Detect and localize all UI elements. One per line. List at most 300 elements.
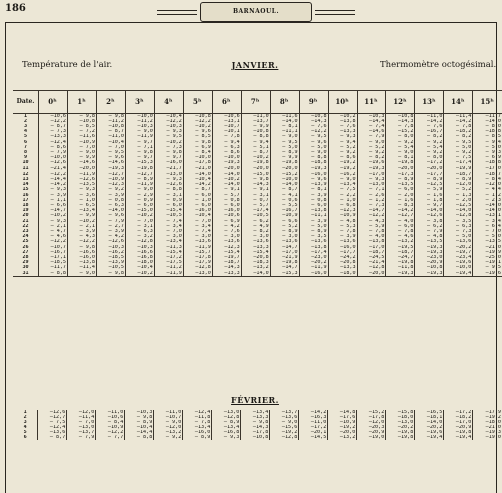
temperature-cell: —10,5: [241, 213, 270, 219]
column-header-hour: 3ʰ: [125, 91, 154, 114]
temperature-cell: —13,9: [96, 260, 125, 265]
temperature-cell: — 9,3: [357, 177, 386, 182]
temperature-cell: — 8,6: [212, 150, 241, 155]
temperature-cell: —14,0: [212, 182, 241, 187]
temperature-cell: —20,0: [270, 166, 299, 171]
temperature-cell: —11,9: [154, 271, 183, 277]
temperature-cell: — 8,9: [386, 177, 415, 182]
temperature-cell: —15,7: [183, 250, 212, 255]
date-cell: 4: [23, 425, 27, 431]
temperature-cell: —14,5: [299, 435, 328, 440]
temperature-cell: — 7,0: [68, 145, 97, 150]
temperature-cell: —10,6: [96, 415, 125, 420]
temperature-cell: — 7,8: [357, 229, 386, 234]
temperature-cell: — 3,0: [154, 234, 183, 239]
temperature-cell: —11,0: [415, 114, 444, 120]
temperature-cell: —13,2: [241, 265, 270, 271]
temperature-cell: — 8,2: [444, 134, 473, 140]
temperature-cell: — 5,0: [270, 145, 299, 150]
temperature-cell: —12,2: [357, 213, 386, 219]
temperature-cell: — 1,8: [415, 198, 444, 203]
temperature-cell: —21,7: [154, 166, 183, 171]
temperature-cell: — 8,9: [299, 229, 328, 234]
temperature-cell: —14,3: [386, 119, 415, 124]
temperature-cell: — 8,4: [183, 150, 212, 155]
temperature-cell: —13,3: [241, 415, 270, 420]
temperature-cell: — 8,2: [357, 155, 386, 160]
temperature-cell: —12,8: [212, 415, 241, 420]
date-cell: 17: [22, 197, 29, 203]
temperature-cell: — 8,3: [386, 203, 415, 208]
temperature-cell: —17,2: [415, 160, 444, 166]
temperature-cell: — 9,8: [68, 114, 97, 120]
temperature-cell: — 9,1: [241, 187, 270, 193]
temperature-cell: — 6,3: [444, 224, 473, 229]
temperature-cell: — 7,8: [328, 229, 357, 234]
column-header-hour: 7ʰ: [241, 91, 270, 114]
temperature-cell: — 9,0: [68, 150, 97, 155]
date-cell: 7: [23, 145, 28, 151]
temperature-cell: —19,6: [357, 160, 386, 166]
month-title-january: JANVIER.: [231, 60, 279, 70]
temperature-cell: —12,4: [183, 410, 212, 415]
temperature-cell: —13,4: [241, 410, 270, 415]
temperature-cell: — 3,9: [68, 229, 97, 234]
temperature-cell: — 1,0: [183, 198, 212, 203]
temperature-cell: —19,0: [473, 435, 502, 440]
temperature-cell: — 9,6: [299, 140, 328, 145]
column-header-hour: 13ʰ: [415, 91, 444, 114]
temperature-cell: — 5,7: [241, 203, 270, 208]
temperature-cell: —12,6: [415, 213, 444, 219]
temperature-cell: —12,2: [183, 119, 212, 124]
temperature-cell: —15,0: [125, 208, 154, 213]
temperature-cell: — 0,6: [270, 198, 299, 203]
temperature-cell: —20,9: [357, 430, 386, 435]
temperature-cell: —10,3: [125, 245, 154, 250]
temperature-cell: — 0,8: [212, 198, 241, 203]
caption-right: Thermomètre octogésimal.: [380, 60, 497, 70]
temperature-cell: —11,2: [96, 119, 125, 124]
temperature-cell: —13,8: [299, 208, 328, 213]
temperature-cell: —11,8: [183, 415, 212, 420]
temperature-cell: — 8,7: [270, 187, 299, 193]
temperature-cell: —10,0: [39, 155, 68, 160]
temperature-cell: —12,8: [357, 265, 386, 271]
temperature-cell: —16,8: [212, 430, 241, 435]
date-cell: 6: [23, 435, 27, 441]
temperature-cell: —20,2: [444, 245, 473, 250]
date-cell: 5: [23, 134, 28, 140]
table-row: [13, 435, 502, 440]
temperature-cell: —18,0: [386, 415, 415, 420]
temperature-cell: — 5,0: [444, 234, 473, 239]
temperature-cell: —15,8: [386, 410, 415, 415]
temperature-cell: —13,4: [183, 425, 212, 430]
temperature-cell: —14,0: [473, 119, 502, 124]
temperature-cell: — 7,1: [125, 145, 154, 150]
temperature-cell: —20,2: [415, 425, 444, 430]
temperature-cell: — 7,1: [357, 187, 386, 193]
temperature-cell: —13,8: [299, 245, 328, 250]
temperature-cell: — 6,2: [415, 224, 444, 229]
temperature-cell: — 0,9: [154, 198, 183, 203]
temperature-cell: — 9,0: [328, 177, 357, 182]
temperature-cell: — 7,8: [183, 420, 212, 425]
page-number: 186: [5, 3, 26, 14]
temperature-cell: —10,2: [241, 155, 270, 160]
temperature-cell: — 6,5: [68, 203, 97, 208]
temperature-cell: —11,9: [299, 265, 328, 271]
temperature-cell: —19,2: [473, 415, 502, 420]
temperature-cell: —20,2: [299, 260, 328, 265]
temperature-cell: — 4,6: [39, 234, 68, 239]
temperature-cell: — 8,0: [415, 155, 444, 160]
temperature-cell: —13,0: [67, 425, 96, 430]
temperature-cell: —16,0: [299, 271, 328, 277]
temperature-cell: —11,4: [67, 415, 96, 420]
temperature-cell: — 9,8: [183, 140, 212, 145]
temperature-cell: — 7,6: [299, 124, 328, 129]
date-cell: 21: [22, 218, 29, 224]
temperature-cell: — 8,9: [444, 177, 473, 182]
temperature-cell: —10,3: [125, 124, 154, 129]
date-cell: 10: [22, 160, 29, 166]
temperature-cell: — 9,5: [299, 134, 328, 140]
date-cell: 28: [22, 255, 29, 261]
temperature-cell: —14,7: [270, 245, 299, 250]
temperature-cell: —20,9: [415, 260, 444, 265]
column-header-hour: 1ʰ: [68, 91, 97, 114]
temperature-cell: —17,2: [299, 425, 328, 430]
temperature-cell: —13,4: [154, 239, 183, 245]
temperature-cell: —10,6: [39, 114, 68, 120]
temperature-cell: —11,0: [96, 410, 125, 415]
temperature-cell: —10,0: [125, 114, 154, 120]
temperature-cell: — 9,0: [357, 140, 386, 145]
temperature-cell: —10,4: [183, 213, 212, 219]
date-cell: 13: [22, 176, 29, 182]
temperature-cell: — 0,9: [125, 198, 154, 203]
temperature-cell: — 9,5: [96, 150, 125, 155]
temperature-cell: — 9,7: [125, 155, 154, 160]
temperature-cell: — 1,6: [386, 198, 415, 203]
temperature-cell: — 7,9: [39, 150, 68, 155]
date-cell: 22: [22, 223, 29, 229]
temperature-cell: —19,8: [386, 160, 415, 166]
temperature-cell: — 7,5: [444, 155, 473, 160]
temperature-cell: —12,3: [212, 245, 241, 250]
temperature-cell: — 6,4: [473, 224, 502, 229]
temperature-cell: —17,8: [357, 415, 386, 420]
temperature-cell: —14,0: [212, 172, 241, 177]
temperature-cell: — 8,8: [39, 271, 68, 277]
temperature-cell: —20,0: [415, 166, 444, 171]
temperature-cell: — 9,3: [473, 150, 502, 155]
temperature-cell: —12,8: [270, 435, 299, 440]
temperature-cell: — 9,5: [444, 140, 473, 145]
temperature-cell: — 2,6: [357, 193, 386, 198]
date-cell: 5: [23, 430, 27, 436]
temperature-cell: —19,2: [328, 166, 357, 171]
temperature-cell: —19,8: [270, 160, 299, 166]
temperature-cell: —20,3: [357, 425, 386, 430]
temperature-cell: — 9,0: [270, 420, 299, 425]
column-header-hour: 5ʰ: [183, 91, 212, 114]
temperature-cell: —14,4: [125, 430, 154, 435]
temperature-cell: —19,8: [241, 160, 270, 166]
temperature-cell: — 4,0: [386, 219, 415, 224]
temperature-cell: — 0,7: [241, 198, 270, 203]
temperature-cell: — 9,4: [473, 140, 502, 145]
temperature-cell: — 7,2: [68, 129, 97, 134]
temperature-cell: —12,0: [357, 420, 386, 425]
temperature-cell: — 7,0: [67, 420, 96, 425]
temperature-cell: —10,8: [386, 114, 415, 120]
column-header-hour: 14ʰ: [444, 91, 473, 114]
temperature-cell: —17,0: [444, 420, 473, 425]
temperature-cell: —19,2: [328, 425, 357, 430]
temperature-cell: —10,2: [39, 213, 68, 219]
temperature-cell: —17,3: [386, 172, 415, 177]
temperature-cell: —12,6: [38, 410, 67, 415]
temperature-cell: — 4,6: [386, 234, 415, 239]
date-cell: 16: [22, 192, 29, 198]
temperature-cell: —10,5: [96, 265, 125, 271]
date-cell: 18: [22, 202, 29, 208]
temperature-cell: — 9,5: [473, 265, 502, 271]
temperature-cell: — 9,0: [125, 129, 154, 134]
temperature-cell: — 7,8: [386, 124, 415, 129]
temperature-cell: —14,6: [357, 129, 386, 134]
temperature-cell: —16,0: [183, 208, 212, 213]
temperature-cell: — 6,0: [299, 203, 328, 208]
temperature-cell: —11,7: [39, 265, 68, 271]
temperature-cell: — 7,8: [212, 134, 241, 140]
column-header-hour: 10ʰ: [328, 91, 357, 114]
temperature-cell: —13,3: [212, 271, 241, 277]
date-cell: 3: [23, 420, 27, 426]
temperature-cell: —16,0: [212, 208, 241, 213]
date-cell: 2: [23, 415, 27, 421]
temperature-cell: —13,0: [357, 182, 386, 187]
temperature-cell: — 7,7: [96, 435, 125, 440]
temperature-cell: —14,0: [241, 271, 270, 277]
date-cell: 30: [22, 265, 29, 271]
temperature-cell: —23,4: [444, 255, 473, 260]
temperature-cell: —12,2: [154, 119, 183, 124]
temperature-cell: —20,0: [212, 166, 241, 171]
temperature-cell: — 1,2: [473, 193, 502, 198]
temperature-cell: — 7,0: [125, 219, 154, 224]
temperature-cell: —19,3: [357, 166, 386, 171]
temperature-cell: —10,0: [444, 265, 473, 271]
temperature-cell: —10,4: [183, 177, 212, 182]
temperature-cell: —21,4: [357, 260, 386, 265]
date-cell: 6: [23, 140, 28, 146]
temperature-cell: —12,0: [67, 410, 96, 415]
temperature-cell: — 9,0: [386, 150, 415, 155]
temperature-cell: —13,5: [415, 239, 444, 245]
temperature-cell: — 7,8: [444, 124, 473, 129]
temperature-cell: — 5,2: [357, 145, 386, 150]
temperature-cell: —10,2: [125, 271, 154, 277]
temperature-cell: — 8,7: [39, 124, 68, 129]
temperature-cell: —20,8: [328, 260, 357, 265]
temperature-cell: — 5,0: [473, 234, 502, 239]
temperature-cell: — 8,0: [386, 134, 415, 140]
temperature-cell: —14,0: [270, 119, 299, 124]
temperature-cell: — 2,0: [444, 198, 473, 203]
temperature-cell: — 6,9: [212, 219, 241, 224]
temperature-cell: —13,7: [241, 119, 270, 124]
temperature-cell: — 7,5: [328, 187, 357, 193]
column-header-date: Date.: [13, 91, 39, 114]
temperature-cell: — 9,2: [386, 140, 415, 145]
temperature-cell: —11,9: [125, 134, 154, 140]
temperature-cell: —17,2: [154, 255, 183, 260]
temperature-cell: —18,2: [444, 415, 473, 420]
temperature-cell: — 7,9: [96, 219, 125, 224]
temperature-cell: —14,6: [96, 160, 125, 166]
temperature-cell: —19,3: [415, 250, 444, 255]
temperature-cell: — 9,7: [154, 155, 183, 160]
temperature-cell: — 1,6: [415, 193, 444, 198]
temperature-cell: —10,9: [328, 213, 357, 219]
temperature-cell: —16,7: [415, 129, 444, 134]
temperature-cell: —17,1: [39, 255, 68, 260]
temperature-cell: — 5,7: [212, 193, 241, 198]
temperature-cell: — 3,0: [270, 234, 299, 239]
temperature-cell: —18,7: [386, 250, 415, 255]
temperature-cell: —10,7: [39, 245, 68, 250]
temperature-cell: —18,7: [212, 260, 241, 265]
temperature-cell: —10,8: [96, 124, 125, 129]
temperature-cell: —18,7: [357, 250, 386, 255]
temperature-cell: —10,4: [96, 140, 125, 145]
temperature-cell: — 7,3: [357, 203, 386, 208]
temperature-cell: —15,3: [125, 160, 154, 166]
temperature-cell: — 2,7: [96, 224, 125, 229]
temperature-cell: —11,2: [125, 119, 154, 124]
temperature-cell: — 3,9: [39, 193, 68, 198]
date-cell: 27: [22, 250, 29, 256]
temperature-cell: —23,0: [415, 255, 444, 260]
temperature-cell: — 8,5: [68, 124, 97, 129]
temperature-cell: —12,7: [38, 415, 67, 420]
temperature-cell: —20,0: [241, 166, 270, 171]
temperature-cell: —21,9: [270, 255, 299, 260]
temperature-cell: —18,8: [473, 160, 502, 166]
temperature-cell: —14,0: [270, 182, 299, 187]
temperature-cell: — 3,9: [299, 219, 328, 224]
temperature-cell: — 5,0: [473, 145, 502, 150]
temperature-cell: — 9,2: [328, 150, 357, 155]
temperature-cell: — 8,6: [328, 155, 357, 160]
date-cell: 23: [22, 229, 29, 235]
temperature-cell: — 8,8: [241, 134, 270, 140]
temperature-cell: — 3,9: [96, 193, 125, 198]
temperature-cell: —19,4: [444, 271, 473, 277]
temperature-cell: —17,0: [357, 245, 386, 250]
temperature-cell: — 7,6: [328, 124, 357, 129]
temperature-cell: — 3,1: [154, 193, 183, 198]
temperature-cell: — 7,4: [357, 124, 386, 129]
temperature-cell: —14,7: [357, 208, 386, 213]
temperature-cell: — 6,0: [386, 187, 415, 193]
temperature-cell: —12,2: [39, 239, 68, 245]
temperature-cell: — 8,2: [241, 229, 270, 234]
temperature-cell: —13,2: [386, 239, 415, 245]
temperature-cell: —12,2: [299, 129, 328, 134]
temperature-cell: —18,8: [299, 160, 328, 166]
temperature-cell: — 5,4: [386, 145, 415, 150]
temperature-cell: — 9,3: [68, 187, 97, 193]
temperature-cell: — 5,0: [444, 145, 473, 150]
temperature-cell: — 9,7: [125, 140, 154, 145]
temperature-cell: — 5,2: [444, 187, 473, 193]
temperature-cell: —13,1: [473, 213, 502, 219]
temperature-cell: — 3,0: [241, 234, 270, 239]
date-cell: 26: [22, 245, 29, 251]
temperature-cell: —12,3: [96, 182, 125, 187]
temperature-cell: — 8,8: [299, 155, 328, 160]
temperature-cell: — 9,3: [212, 435, 241, 440]
temperature-cell: —10,2: [125, 213, 154, 219]
temperature-cell: —10,6: [212, 213, 241, 219]
temperature-cell: —14,6: [68, 160, 97, 166]
temperature-cell: — 1,0: [328, 198, 357, 203]
temperature-cell: —13,1: [212, 119, 241, 124]
temperature-cell: — 9,4: [328, 140, 357, 145]
temperature-cell: —12,8: [183, 265, 212, 271]
temperature-cell: —19,3: [415, 245, 444, 250]
temperature-cell: —20,1: [299, 430, 328, 435]
temperature-cell: — 4,4: [473, 187, 502, 193]
temperature-cell: — 6,9: [473, 155, 502, 160]
temperature-cell: —19,0: [357, 435, 386, 440]
temperature-cell: —12,0: [154, 425, 183, 430]
temperature-cell: —13,6: [444, 239, 473, 245]
temperature-cell: — 3,6: [68, 193, 97, 198]
temperature-cell: — 8,5: [183, 134, 212, 140]
temperature-cell: —10,0: [183, 155, 212, 160]
column-header-hour: 2ʰ: [96, 91, 125, 114]
date-cell: 9: [23, 155, 28, 161]
temperature-cell: —21,0: [473, 245, 502, 250]
temperature-cell: —19,8: [386, 430, 415, 435]
temperature-cell: —19,3: [212, 160, 241, 166]
temperature-cell: — 8,5: [473, 134, 502, 140]
temperature-cell: —13,7: [270, 410, 299, 415]
temperature-table-february: [13, 410, 502, 440]
temperature-cell: —13,6: [38, 430, 67, 435]
temperature-cell: —15,2: [270, 172, 299, 177]
temperature-cell: —19,3: [299, 166, 328, 171]
temperature-cell: —10,8: [183, 114, 212, 120]
temperature-cell: —15,6: [270, 425, 299, 430]
temperature-cell: —10,9: [270, 213, 299, 219]
temperature-cell: — 9,9: [270, 155, 299, 160]
temperature-cell: — 6,2: [241, 219, 270, 224]
temperature-cell: — 6,0: [125, 203, 154, 208]
temperature-cell: —19,2: [270, 430, 299, 435]
temperature-cell: —13,6: [270, 415, 299, 420]
temperature-cell: — 9,3: [39, 187, 68, 193]
temperature-cell: —11,3: [154, 245, 183, 250]
temperature-cell: — 8,7: [38, 435, 67, 440]
temperature-cell: —13,4: [68, 208, 97, 213]
